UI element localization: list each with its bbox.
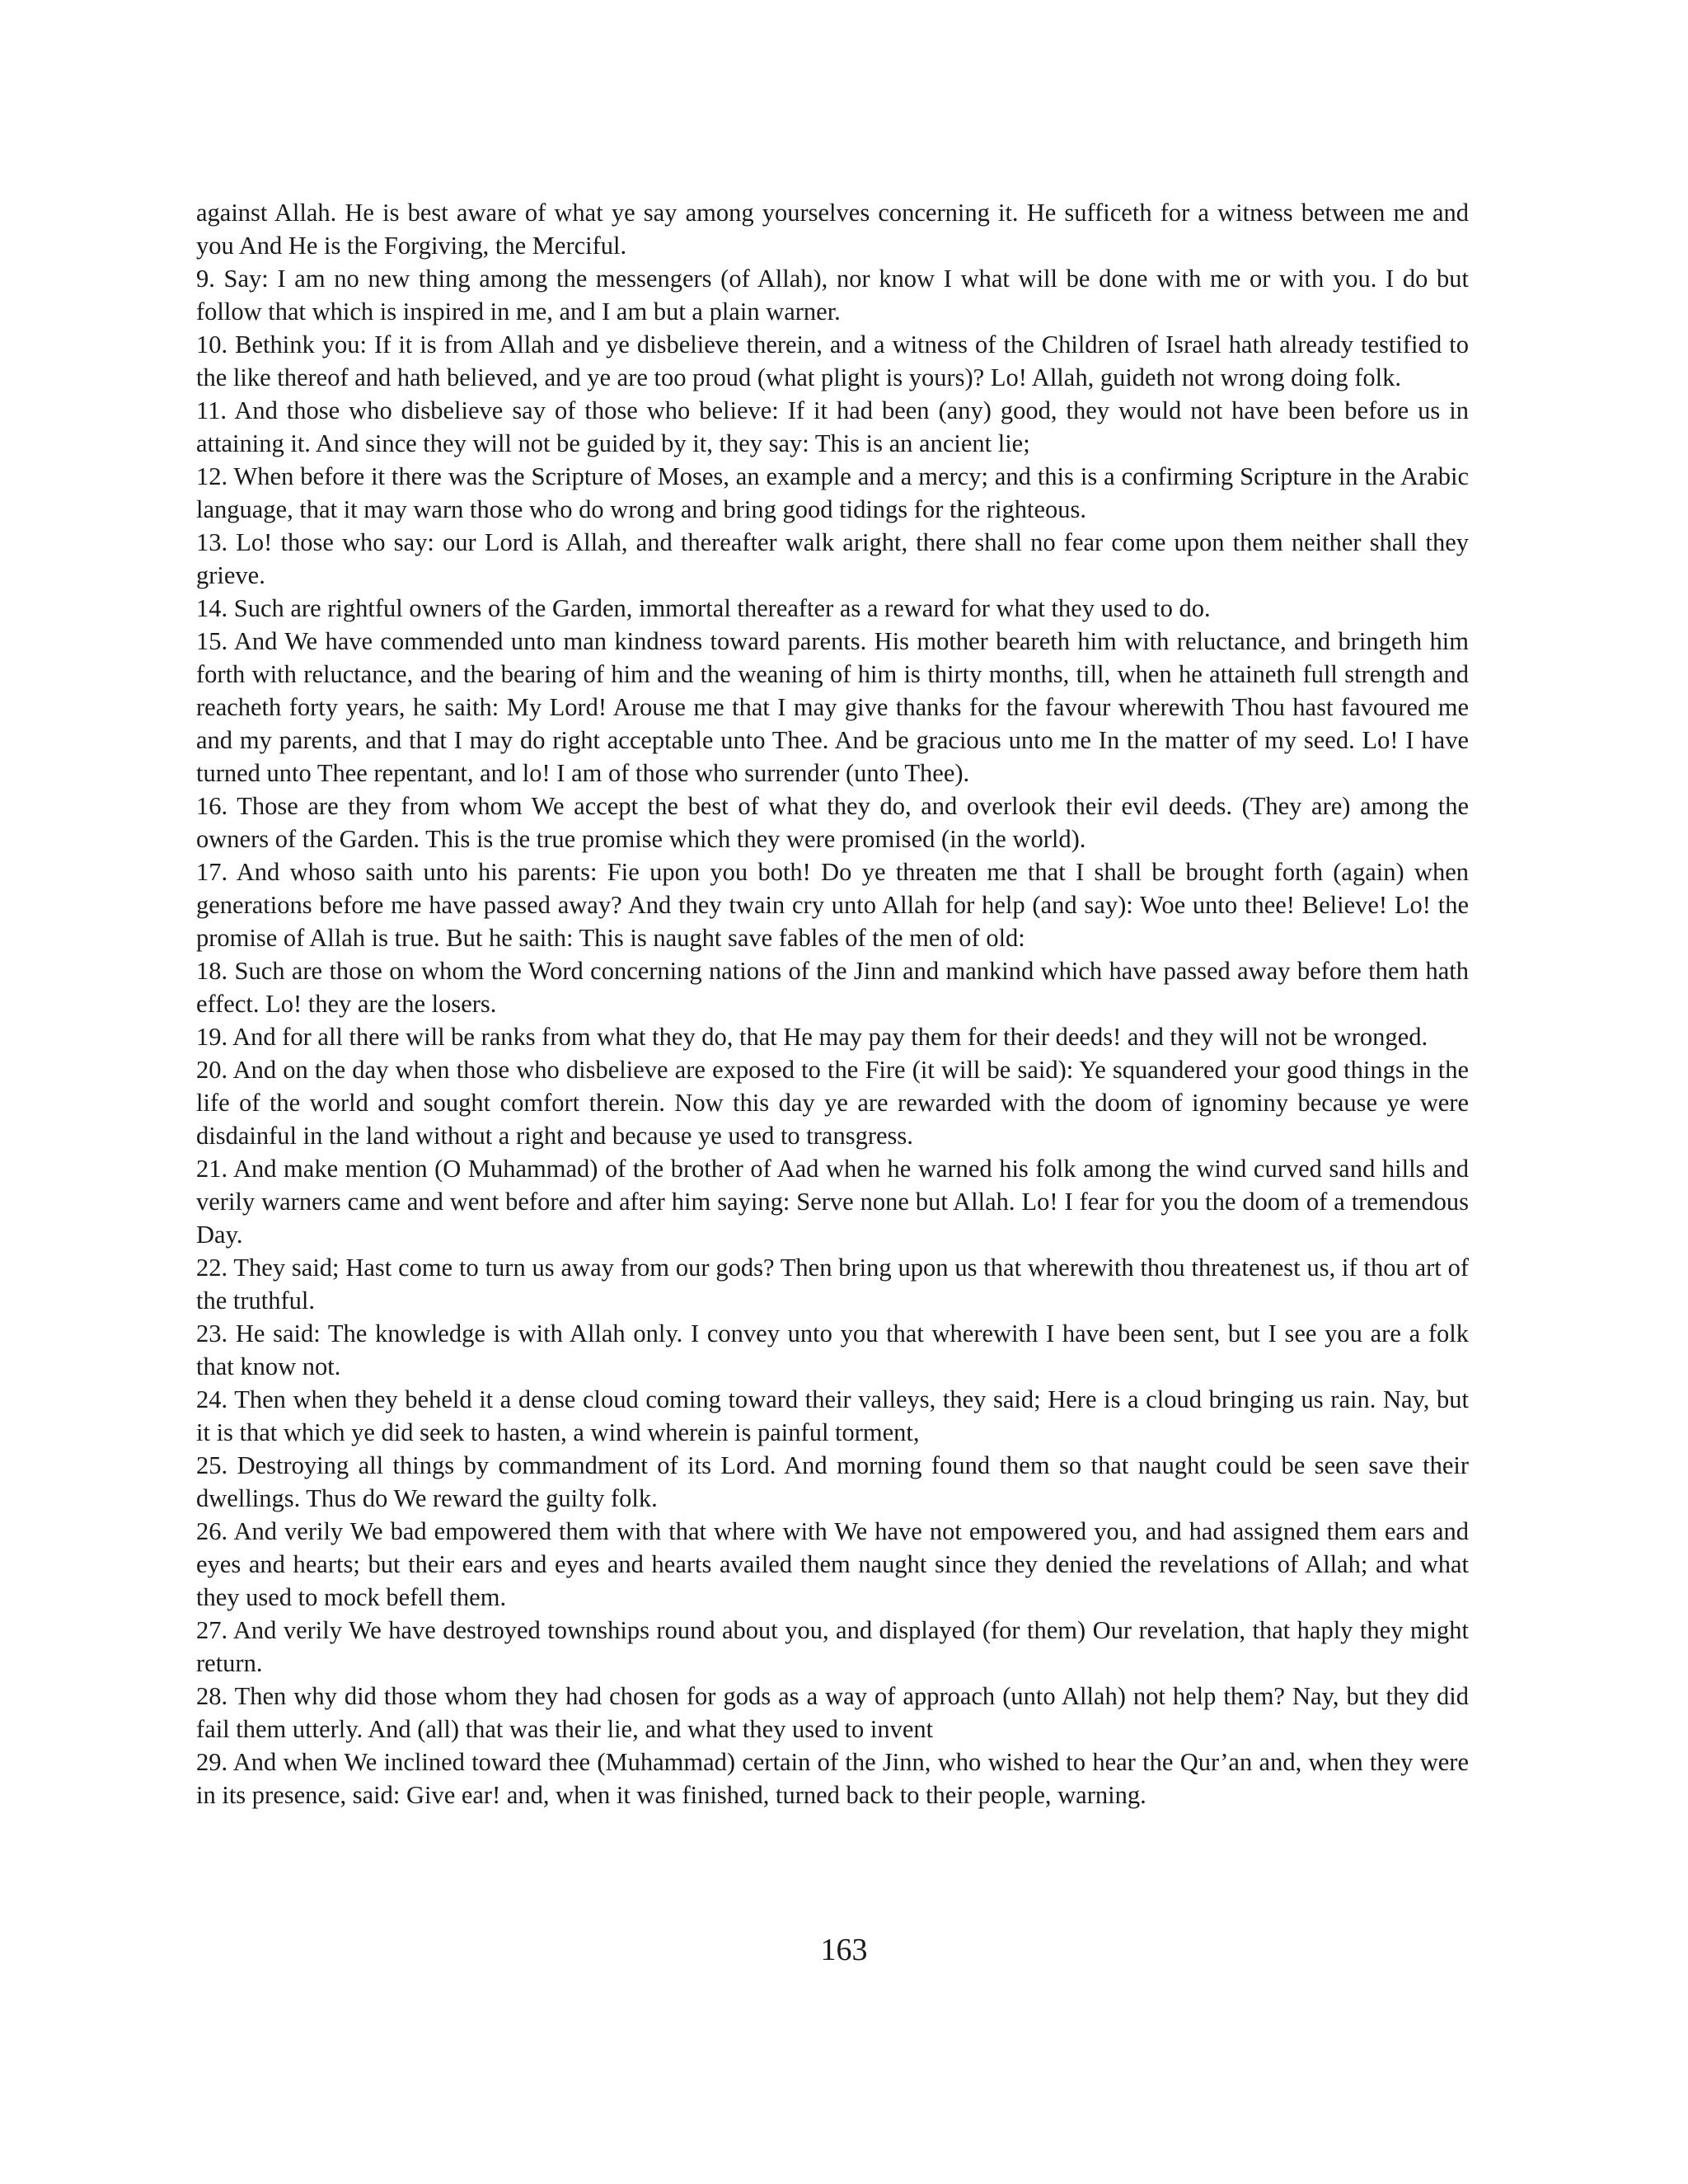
verse-23: 23. He said: The knowledge is with Allah only. I convey unto you that wherewith I have been sent, but I see you are a folk that know not. <box>196 1319 1469 1380</box>
verse-18: 18. Such are those on whom the Word concerning nations of the Jinn and mankind which have passed away before them hath effect. Lo! they are the losers. <box>196 957 1469 1018</box>
verse-10: 10. Bethink you: If it is from Allah and ye disbelieve therein, and a witness of the Children of Israel hath already testified to the like thereof and hath believed, and ye are too proud (what plight is yours)? Lo! Allah, guideth not wrong doing folk. <box>196 330 1469 391</box>
verse-28: 28. Then why did those whom they had chosen for gods as a way of approach (unto Allah) not help them? Nay, but they did fail them utterly. And (all) that was their lie, and what they used to invent <box>196 1682 1469 1743</box>
verse-21: 21. And make mention (O Muhammad) of the brother of Aad when he warned his folk among the wind curved sand hills and verily warners came and went before and after him saying: Serve none but Allah. Lo! I fear for you the doom of a tremendous Day. <box>196 1155 1469 1249</box>
verse-16: 16. Those are they from whom We accept the best of what they do, and overlook their evil deeds. (They are) among the owners of the Garden. This is the true promise which they were promised (in the world). <box>196 792 1469 853</box>
verse-12: 12. When before it there was the Scripture of Moses, an example and a mercy; and this is a confirming Scripture in the Arabic language, that it may warn those who do wrong and bring good tidings for the righteous. <box>196 462 1469 523</box>
verse-27: 27. And verily We have destroyed townships round about you, and displayed (for them) Our revelation, that haply they might return. <box>196 1616 1469 1677</box>
verse-15: 15. And We have commended unto man kindness toward parents. His mother beareth him with reluctance, and bringeth him forth with reluctance, and the bearing of him and the weaning of him is thirty months, till, when he attaineth full strength and reacheth forty years, he saith: My Lord! Arouse me that I may give thanks for the favour wherewith Thou hast favoured me and my parents, and that I may do right acceptable unto Thee. And be gracious unto me In the matter of my seed. Lo! I have turned unto Thee repentant, and lo! I am of those who surrender (unto Thee). <box>196 627 1469 787</box>
verse-11: 11. And those who disbelieve say of those who believe: If it had been (any) good, they would not have been before us in attaining it. And since they will not be guided by it, they say: This is an ancient lie; <box>196 396 1469 457</box>
page-number: 163 <box>820 1933 868 1967</box>
verse-22: 22. They said; Hast come to turn us away from our gods? Then bring upon us that wherewith thou threatenest us, if thou art of the truthful. <box>196 1254 1469 1315</box>
verse-13: 13. Lo! those who say: our Lord is Allah, and thereafter walk aright, there shall no fear come upon them neither shall they grieve. <box>196 528 1469 589</box>
verse-14: 14. Such are rightful owners of the Garden, immortal thereafter as a reward for what they used to do. <box>196 594 1211 622</box>
verse-29: 29. And when We inclined toward thee (Muhammad) certain of the Jinn, who wished to hear the Qur’an and, when they were in its presence, said: Give ear! and, when it was finished, turned back to their people, warning. <box>196 1748 1469 1809</box>
verse-continuation: against Allah. He is best aware of what ye say among yourselves concerning it. He sufficeth for a witness between me and you And He is the Forgiving, the Merciful. <box>196 199 1469 260</box>
page-body <box>196 196 1469 1811</box>
verse-19: 19. And for all there will be ranks from what they do, that He may pay them for their deeds! and they will not be wronged. <box>196 1023 1428 1051</box>
verse-24: 24. Then when they beheld it a dense cloud coming toward their valleys, they said; Here is a cloud bringing us rain. Nay, but it is that which ye did seek to hasten, a wind wherein is painful torment, <box>196 1385 1469 1446</box>
verse-25: 25. Destroying all things by commandment of its Lord. And morning found them so that naught could be seen save their dwellings. Thus do We reward the guilty folk. <box>196 1451 1469 1512</box>
verse-9: 9. Say: I am no new thing among the messengers (of Allah), nor know I what will be done with me or with you. I do but follow that which is inspired in me, and I am but a plain warner. <box>196 265 1469 326</box>
verse-20: 20. And on the day when those who disbelieve are exposed to the Fire (it will be said): Ye squandered your good things in the life of the world and sought comfort therein. Now this day ye are rewarded with the doom of ignominy because ye were disdainful in the land without a right and because ye used to transgress. <box>196 1056 1469 1150</box>
verse-17: 17. And whoso saith unto his parents: Fie upon you both! Do ye threaten me that I shall be brought forth (again) when generations before me have passed away? And they twain cry unto Allah for help (and say): Woe unto thee! Believe! Lo! the promise of Allah is true. But he saith: This is naught save fables of the men of old: <box>196 858 1469 952</box>
verse-26: 26. And verily We bad empowered them with that where with We have not empowered you, and had assigned them ears and eyes and hearts; but their ears and eyes and hearts availed them naught since they denied the revelations of Allah; and what they used to mock befell them. <box>196 1517 1469 1611</box>
